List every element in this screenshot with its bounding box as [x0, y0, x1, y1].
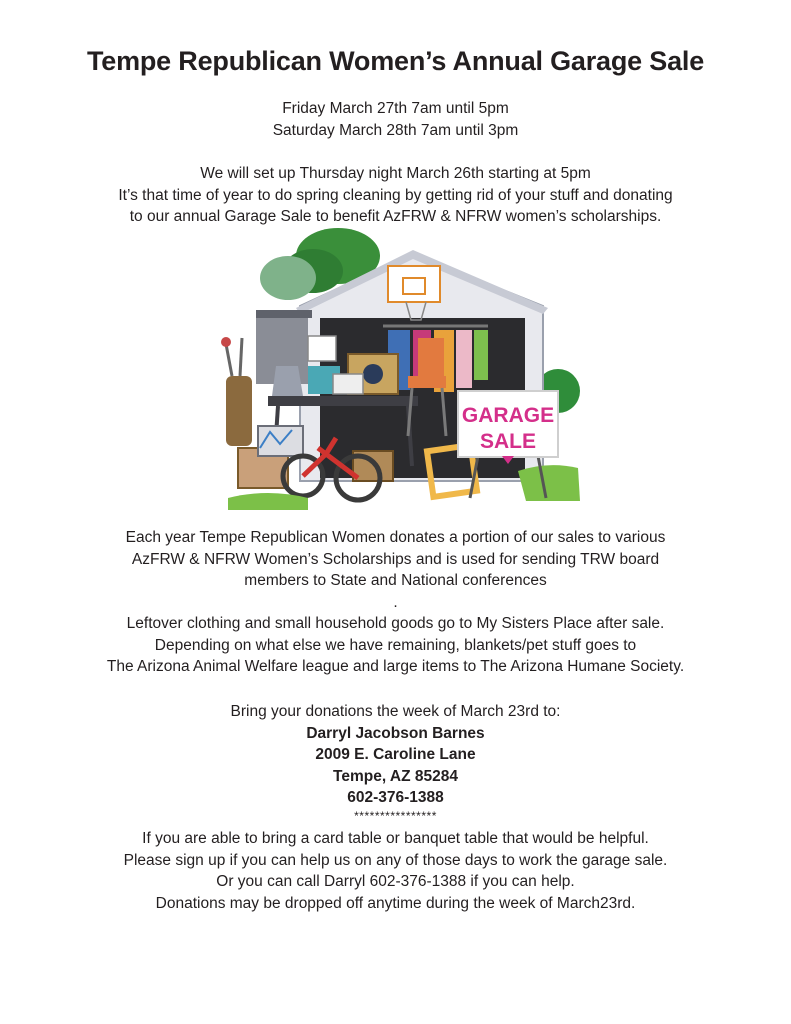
- contact-street: 2009 E. Caroline Lane: [315, 746, 476, 763]
- intro-line: We will set up Thursday night March 26th starting at 5pm: [200, 165, 591, 182]
- divider-stars: ****************: [354, 808, 437, 823]
- donation-details: [0, 701, 791, 823]
- about-line: Each year Tempe Republican Women donates a portion of our sales to various: [125, 529, 666, 546]
- note-line: If you are able to bring a card table or banquet table that would be helpful.: [142, 830, 649, 847]
- about-line: Depending on what else we have remaining, blankets/pet stuff goes to: [154, 636, 637, 654]
- contact-name: Darryl Jacobson Barnes: [306, 724, 485, 742]
- about-line: .: [393, 593, 398, 611]
- date-line-friday: Friday March 27th 7am until 5pm: [282, 100, 509, 117]
- donation-intro: Bring your donations the week of March 23rd to:: [230, 703, 561, 720]
- sign-text-line1: GARAGE: [461, 404, 555, 427]
- grass-icon: [228, 493, 308, 510]
- intro-line: to our annual Garage Sale to benefit AzFRW & NFRW women’s scholarships.: [129, 208, 662, 225]
- garage-sale-illustration: [208, 226, 583, 510]
- contact-city: Tempe, AZ 85284: [333, 767, 458, 785]
- about-line: Leftover clothing and small household goods go to My Sisters Place after sale.: [126, 615, 665, 632]
- contact-phone: 602-376-1388: [347, 789, 444, 806]
- sign-text-line2: SALE: [479, 430, 537, 453]
- date-line-saturday: Saturday March 28th 7am until 3pm: [272, 121, 519, 139]
- about-paragraph: [0, 527, 791, 678]
- sale-dates: [0, 98, 791, 141]
- flyer-title: Tempe Republican Women’s Annual Garage Sale: [86, 46, 705, 76]
- grass-icon: [518, 465, 580, 501]
- golf-bag-icon: [221, 337, 252, 446]
- note-line: Or you can call Darryl 602-376-1388 if you can help.: [216, 873, 575, 890]
- intro-paragraph: [0, 163, 791, 228]
- about-line: members to State and National conferences: [244, 572, 547, 589]
- note-line: Donations may be dropped off anytime during the week of March23rd.: [155, 894, 636, 912]
- note-line: Please sign up if you can help us on any of those days to work the garage sale.: [123, 851, 668, 869]
- about-line: AzFRW & NFRW Women’s Scholarships and is used for sending TRW board: [131, 550, 660, 568]
- notes-paragraph: [0, 828, 791, 914]
- intro-line: It’s that time of year to do spring cleaning by getting rid of your stuff and donating: [118, 186, 673, 204]
- about-line: The Arizona Animal Welfare league and large items to The Arizona Humane Society.: [106, 658, 685, 675]
